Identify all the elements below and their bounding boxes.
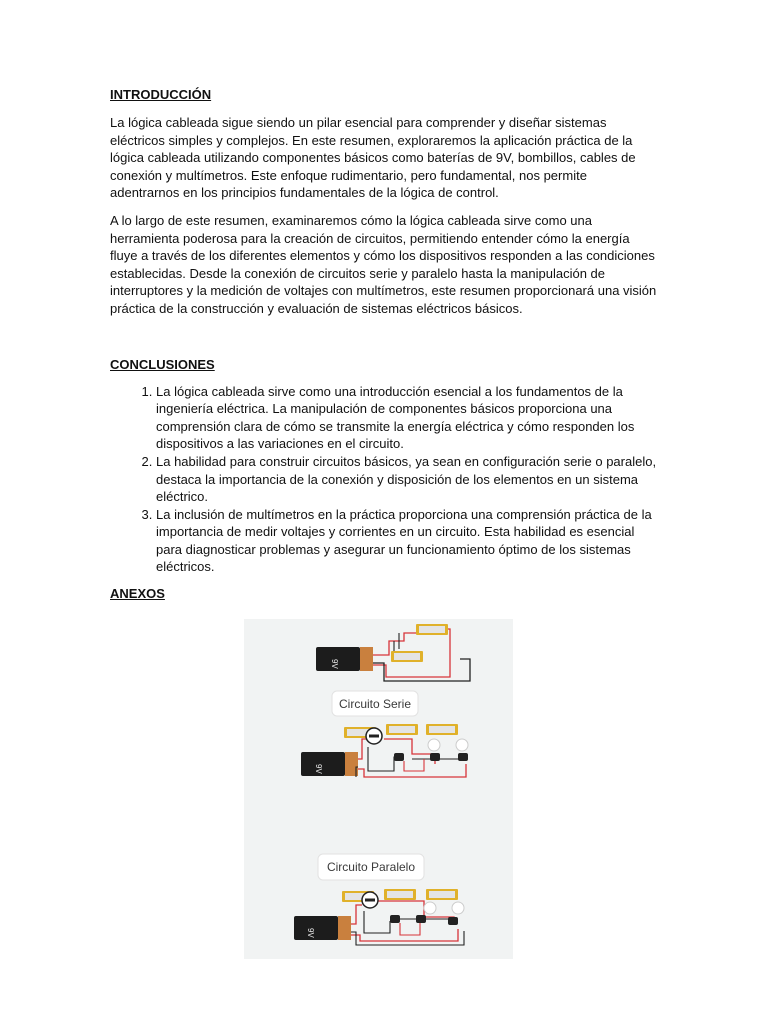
bulb-bottom-4 <box>452 902 464 914</box>
bulb-bottom-5 <box>448 917 458 925</box>
conclusions-list <box>110 383 658 577</box>
circuit-diagram <box>244 619 513 959</box>
intro-heading: INTRODUCCIÓN <box>110 87 212 102</box>
battery-bottom <box>294 916 338 940</box>
battery-cap-bottom <box>338 916 351 940</box>
bulb-middle-4 <box>456 739 468 751</box>
bulb-bottom-2 <box>416 915 426 923</box>
bulb-middle-3 <box>428 739 440 751</box>
annex-heading: ANEXOS <box>110 586 165 602</box>
bulb-middle-5 <box>458 753 468 761</box>
conclusion-item-2: 2. La habilidad para construir circuitos básicos, ya sean en configuración serie o paralelo, destaca la importancia de la conexión y disposición de los elementos en un sistema eléctrico. <box>156 453 658 506</box>
label-parallel-text: Circuito Paralelo <box>326 860 416 874</box>
label-parallel <box>318 854 424 880</box>
bottom-circuit <box>294 889 464 945</box>
top-circuit <box>316 624 470 681</box>
bulb-middle-1 <box>394 753 404 761</box>
conclusion-item-1: 1. La lógica cableada sirve como una introducción esencial a los fundamentos de la ingeniería eléctrica. La manipulación de componentes básicos proporciona una comprensión clara de cómo se transmite la energía eléctrica y cómo responden los dispositivos a las variaciones en el circuito. <box>156 383 658 453</box>
label-series <box>332 691 418 716</box>
document-page <box>110 86 658 603</box>
conclusion-item-3: 3. La inclusión de multímetros en la práctica proporciona una comprensión práctica de la importancia de medir voltajes y corrientes en un circuito. Esta habilidad es esencial para diagnosticar problemas y asegurar un funcionamiento óptimo de los sistemas eléctricos. <box>156 506 658 576</box>
circuit-figure <box>244 619 513 959</box>
battery-cap-top <box>360 647 373 671</box>
battery-top-label: 9V <box>330 659 339 669</box>
intro-paragraph-2: A lo largo de este resumen, examinaremos cómo la lógica cableada sirve como una herramienta poderosa para la creación de circuitos, permitiendo entender cómo la energía fluye a través de los diferentes elementos y cómo los dispositivos responden a las condiciones establecidas. Desde la conexión de circuitos serie y paralelo hasta la manipulación de interruptores y la medición de voltajes con multímetros, este resumen proporcionará una visión práctica de la construcción y evaluación de sistemas eléctricos básicos. <box>110 212 657 316</box>
bulb-middle-2 <box>430 753 440 761</box>
middle-circuit <box>301 724 468 777</box>
bulb-bottom-3 <box>424 902 436 914</box>
label-series-text: Circuito Serie <box>338 697 412 711</box>
battery-bottom-label: 9V <box>306 928 315 938</box>
bulb-bottom-1 <box>390 915 400 923</box>
intro-paragraph-1: La lógica cableada sigue siendo un pilar esencial para comprender y diseñar sistemas eléctricos simples y complejos. En este resumen, exploraremos la aplicación práctica de la lógica cableada utilizando componentes básicos como baterías de 9V, bombillos, cables de conexión y multímetros. Este enfoque rudimentario, pero fundamental, nos permite adentrarnos en los principios fundamentales de la lógica de control. <box>110 115 636 201</box>
conclusions-heading: CONCLUSIONES <box>110 356 215 372</box>
battery-middle-label: 9V <box>314 764 323 774</box>
